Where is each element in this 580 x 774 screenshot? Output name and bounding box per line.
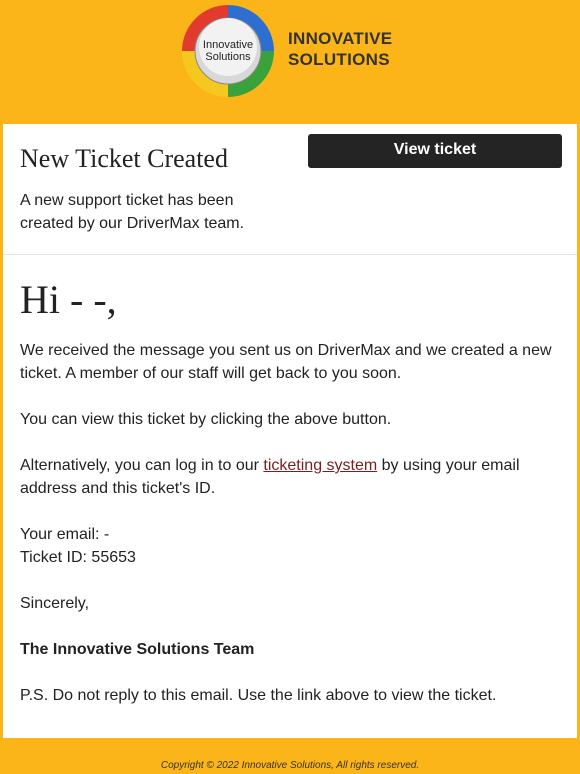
alt-text-after: by using your email address and this ticket's ID. bbox=[20, 457, 520, 497]
brand-logo bbox=[180, 0, 440, 100]
ticketing-system-link[interactable]: ticketing system bbox=[263, 457, 378, 474]
logo-circle-icon bbox=[180, 3, 276, 99]
page-title: New Ticket Created bbox=[20, 144, 228, 173]
email-line: Your email: - bbox=[20, 526, 110, 543]
paragraph-received: We received the message you sent us on DriverMax and we created a new ticket. A member of our staff will get back to you soon. bbox=[20, 342, 552, 382]
view-ticket-button[interactable]: View ticket bbox=[308, 134, 562, 168]
email-header bbox=[0, 0, 580, 124]
alt-text-before: Alternatively, you can log in to our bbox=[20, 457, 264, 474]
email-card bbox=[3, 124, 577, 738]
logo-inner-line2: Solutions bbox=[205, 51, 251, 63]
paragraph-alternative bbox=[20, 454, 560, 500]
ticket-details bbox=[20, 523, 560, 569]
paragraph-view: You can view this ticket by clicking the above button. bbox=[20, 411, 392, 428]
message-body bbox=[3, 255, 577, 707]
logo-inner-line1: Innovative bbox=[202, 39, 254, 51]
scalloped-edge bbox=[3, 731, 577, 745]
footer-copyright: Copyright © 2022 Innovative Solutions, All rights reserved. bbox=[160, 760, 420, 771]
greeting: Hi - -, bbox=[20, 277, 117, 322]
closing: Sincerely, bbox=[20, 595, 90, 612]
intro-text: A new support ticket has been created by our DriverMax team. bbox=[20, 192, 245, 232]
signature: The Innovative Solutions Team bbox=[20, 641, 255, 658]
brand-name-line1: INNOVATIVE bbox=[288, 29, 393, 48]
brand-name bbox=[288, 28, 392, 70]
postscript: P.S. Do not reply to this email. Use the link above to view the ticket. bbox=[20, 687, 497, 704]
ticket-id-line: Ticket ID: 55653 bbox=[20, 549, 136, 566]
brand-name-line2: SOLUTIONS bbox=[288, 50, 390, 69]
ticket-summary bbox=[3, 124, 577, 255]
